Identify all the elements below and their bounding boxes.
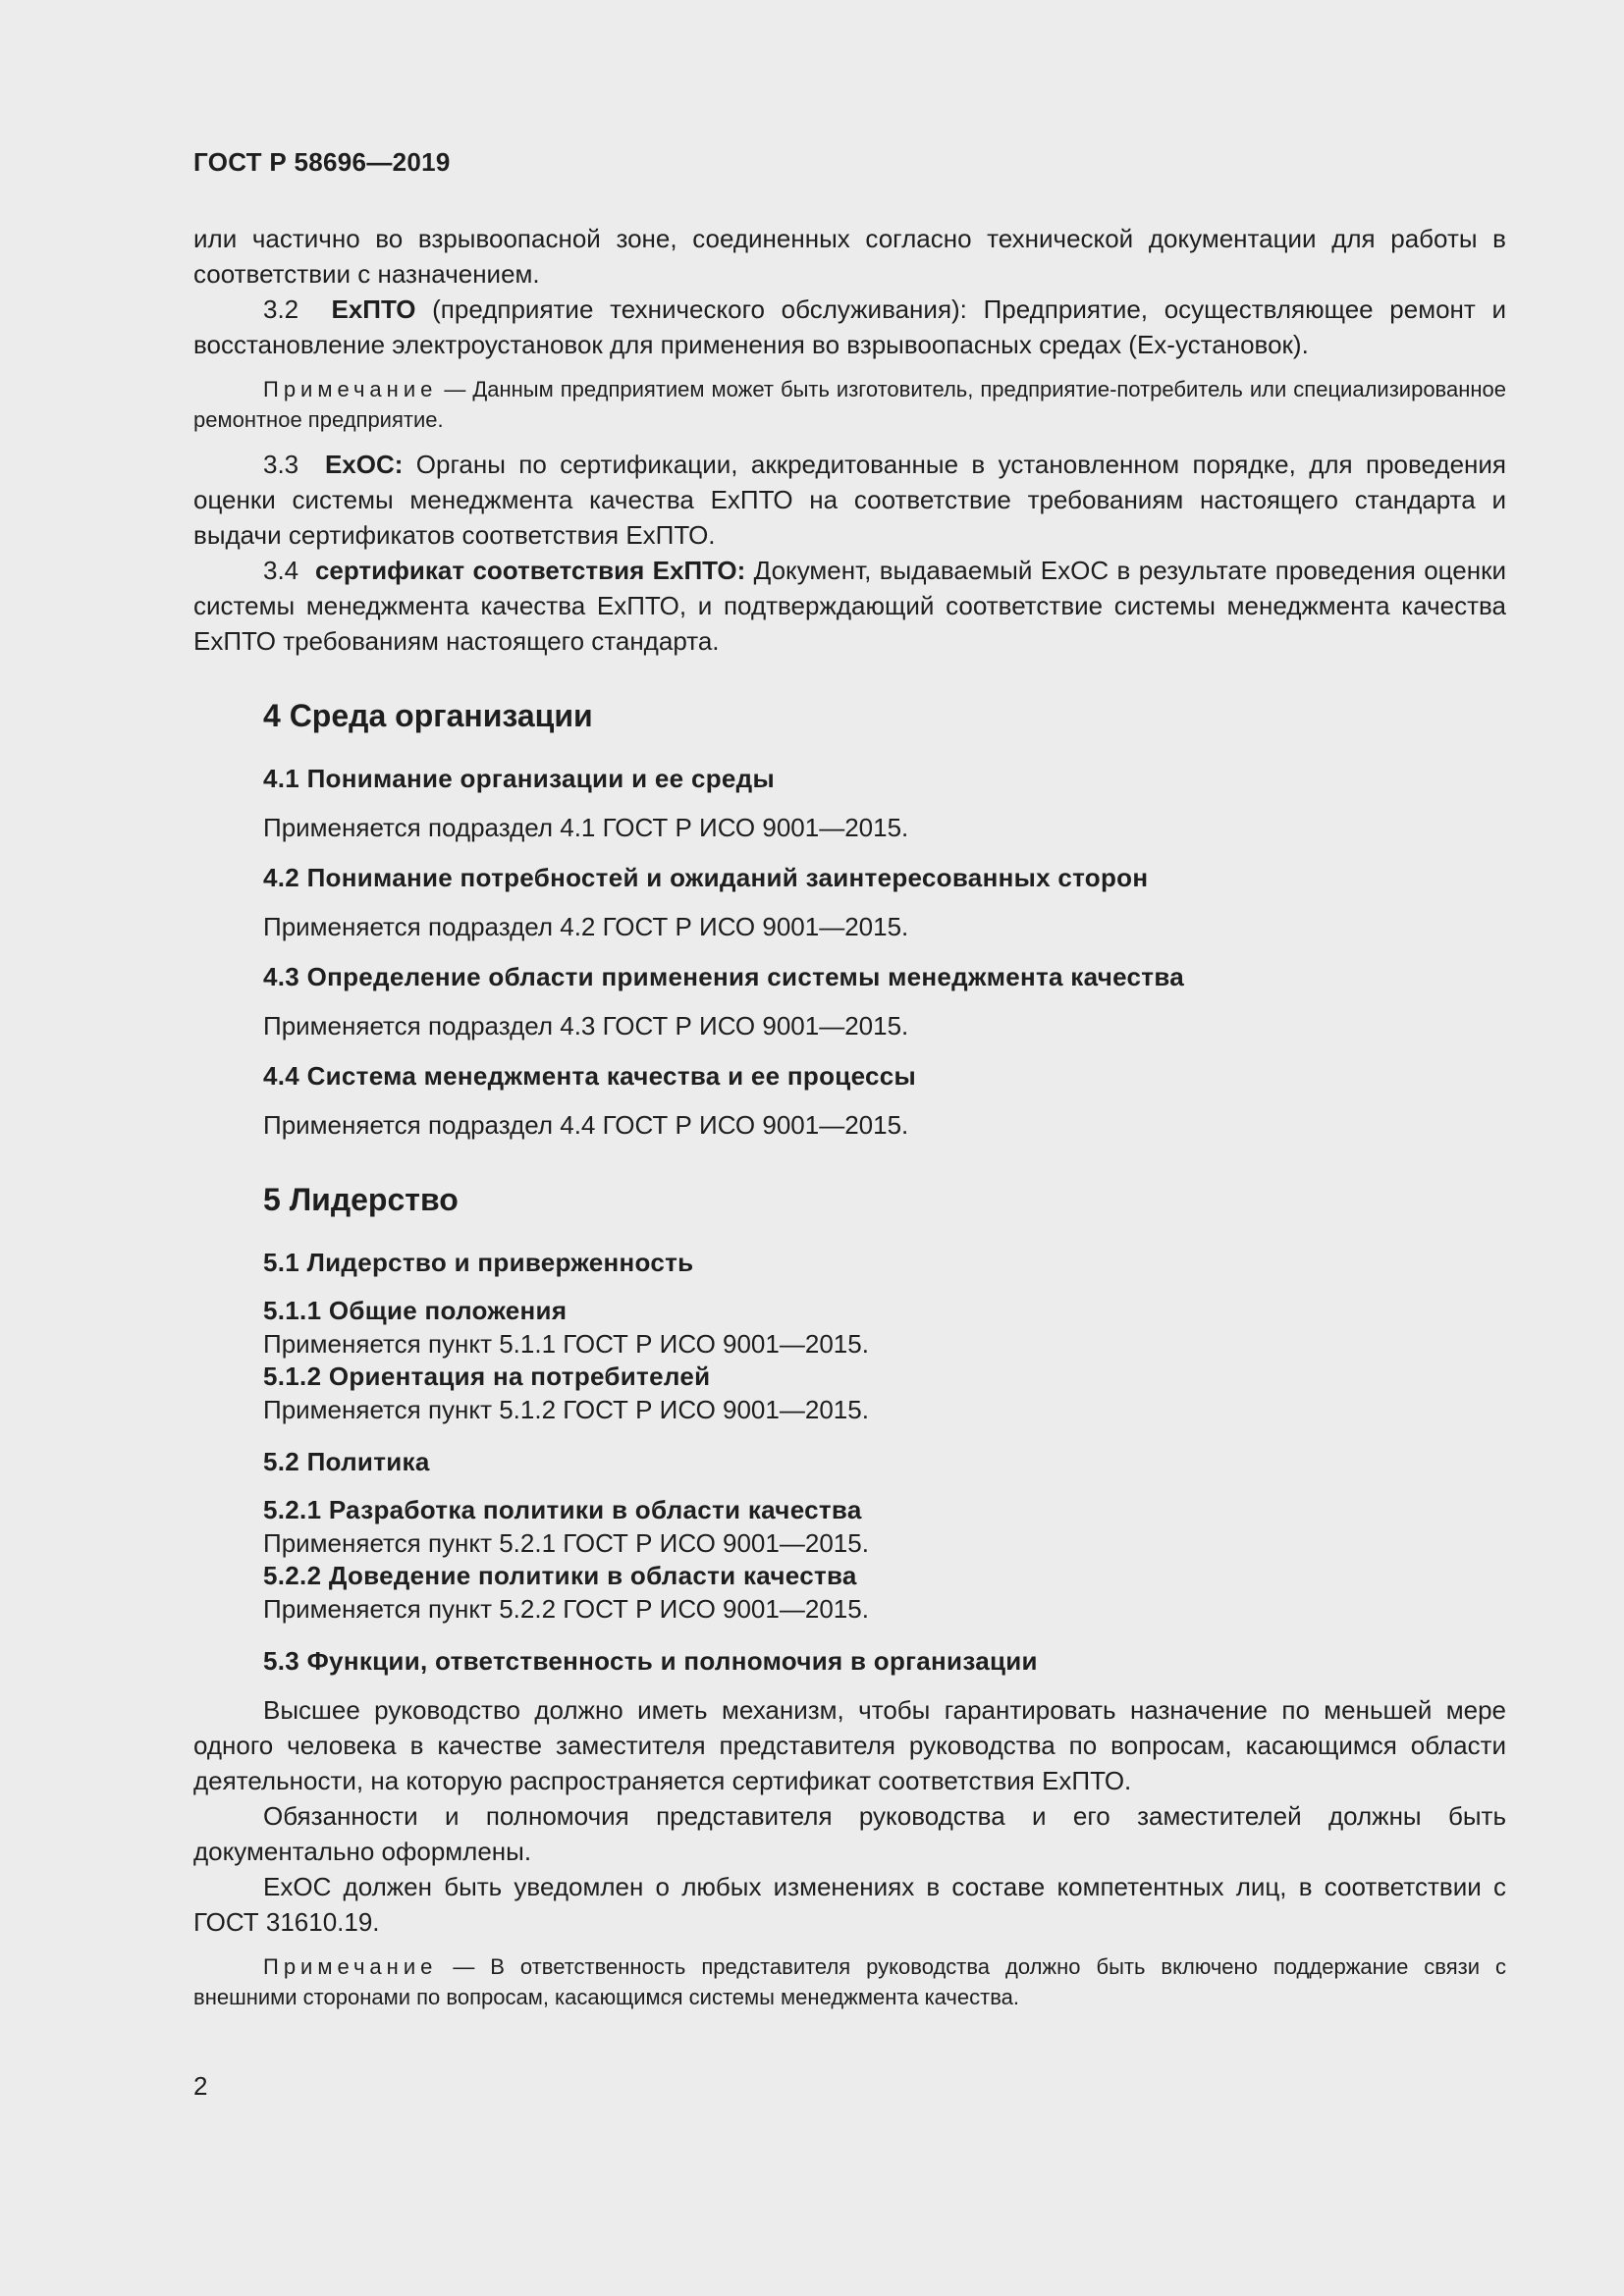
definition-term: сертификат соответствия ЕхПТО: xyxy=(314,556,746,585)
definition-number: 3.3 xyxy=(263,450,299,479)
note-1 xyxy=(193,374,1506,435)
subsection-4-3-text: Применяется подраздел 4.3 ГОСТ Р ИСО 9001—2015. xyxy=(263,1011,909,1041)
definition-text: Документ, выдаваемый ЕхОС в результате проведения оценки системы менеджмента качества ЕхПТО, и подтверждающий соответствие системы менеджмента качества ЕхПТО требованиям настоящего стандарта. xyxy=(193,556,1506,656)
clause-5-1-2-title: 5.1.2 Ориентация на потребителей xyxy=(263,1362,711,1391)
definition-text: (предприятие технического обслуживания): Предприятие, осуществляющее ремонт и восстановление электроустановок для применения во взрывоопасных средах (Ех-установок). xyxy=(193,294,1506,359)
definition-term: ЕхПТО xyxy=(331,294,416,324)
document-header: ГОСТ Р 58696—2019 xyxy=(193,147,451,177)
paragraph-5-3-2: Обязанности и полномочия представителя руководства и его заместителей должны быть документально оформлены. xyxy=(193,1801,1506,1866)
subsection-4-2-title: 4.2 Понимание потребностей и ожиданий заинтересованных сторон xyxy=(263,863,1149,892)
subsection-5-1-title: 5.1 Лидерство и приверженность xyxy=(263,1248,694,1277)
note-text: — Данным предприятием может быть изготовитель, предприятие-потребитель или специализированное ремонтное предприятие. xyxy=(193,377,1506,432)
subsection-4-3-title: 4.3 Определение области применения системы менеджмента качества xyxy=(263,962,1185,991)
paragraph-5-3-1: Высшее руководство должно иметь механизм, чтобы гарантировать назначение по меньшей мере одного человека в качестве заместителя представителя руководства по вопросам, касающимся области деятельности, на которую распространяется сертификат соответствия ЕхПТО. xyxy=(193,1695,1506,1795)
section-4-title: 4 Среда организации xyxy=(263,698,593,733)
clause-5-2-1-title: 5.2.1 Разработка политики в области качества xyxy=(263,1495,862,1524)
subsection-5-2-title: 5.2 Политика xyxy=(263,1447,430,1476)
subsection-4-2-text: Применяется подраздел 4.2 ГОСТ Р ИСО 9001—2015. xyxy=(263,912,909,941)
document-body xyxy=(193,221,1506,2012)
definition-3-3 xyxy=(193,447,1506,553)
subsection-4-4-text: Применяется подраздел 4.4 ГОСТ Р ИСО 9001—2015. xyxy=(263,1110,909,1140)
clause-5-1-1-title: 5.1.1 Общие положения xyxy=(263,1296,568,1325)
definition-term: ЕхОС: xyxy=(324,450,404,479)
clause-5-2-2-title: 5.2.2 Доведение политики в области качества xyxy=(263,1561,857,1590)
definition-3-2 xyxy=(193,292,1506,362)
definition-3-4 xyxy=(193,553,1506,659)
clause-5-1-2-text: Применяется пункт 5.1.2 ГОСТ Р ИСО 9001—2015. xyxy=(263,1395,869,1424)
subsection-4-4-title: 4.4 Система менеджмента качества и ее процессы xyxy=(263,1061,917,1091)
section-5-title: 5 Лидерство xyxy=(263,1182,459,1217)
note-text: — В ответственность представителя руководства должно быть включено поддержание связи с внешними сторонами по вопросам, касающимся системы менеджмента качества. xyxy=(193,1954,1506,2009)
paragraph-continuation: или частично во взрывоопасной зоне, соединенных согласно технической документации для работы в соответствии с назначением. xyxy=(193,224,1506,289)
definition-number: 3.4 xyxy=(263,556,299,585)
clause-5-2-1-text: Применяется пункт 5.2.1 ГОСТ Р ИСО 9001—2015. xyxy=(263,1528,869,1558)
subsection-4-1-text: Применяется подраздел 4.1 ГОСТ Р ИСО 9001—2015. xyxy=(263,813,909,842)
page-number: 2 xyxy=(193,2071,208,2101)
clause-5-1-1-text: Применяется пункт 5.1.1 ГОСТ Р ИСО 9001—2015. xyxy=(263,1329,869,1359)
note-label: Примечание xyxy=(263,1954,438,1979)
clause-5-2-2-text: Применяется пункт 5.2.2 ГОСТ Р ИСО 9001—2015. xyxy=(263,1594,869,1624)
note-2 xyxy=(193,1951,1506,2012)
subsection-4-1-title: 4.1 Понимание организации и ее среды xyxy=(263,764,775,793)
subsection-5-3-title: 5.3 Функции, ответственность и полномочия в организации xyxy=(263,1646,1038,1676)
definition-text: Органы по сертификации, аккредитованные в установленном порядке, для проведения оценки системы менеджмента качества ЕхПТО на соответствие требованиям настоящего стандарта и выдачи сертификатов соответствия ЕхПТО. xyxy=(193,450,1506,550)
definition-number: 3.2 xyxy=(263,294,299,324)
paragraph-5-3-3: ЕхОС должен быть уведомлен о любых изменениях в составе компетентных лиц, в соответствии с ГОСТ 31610.19. xyxy=(193,1872,1506,1937)
note-label: Примечание xyxy=(263,377,438,401)
